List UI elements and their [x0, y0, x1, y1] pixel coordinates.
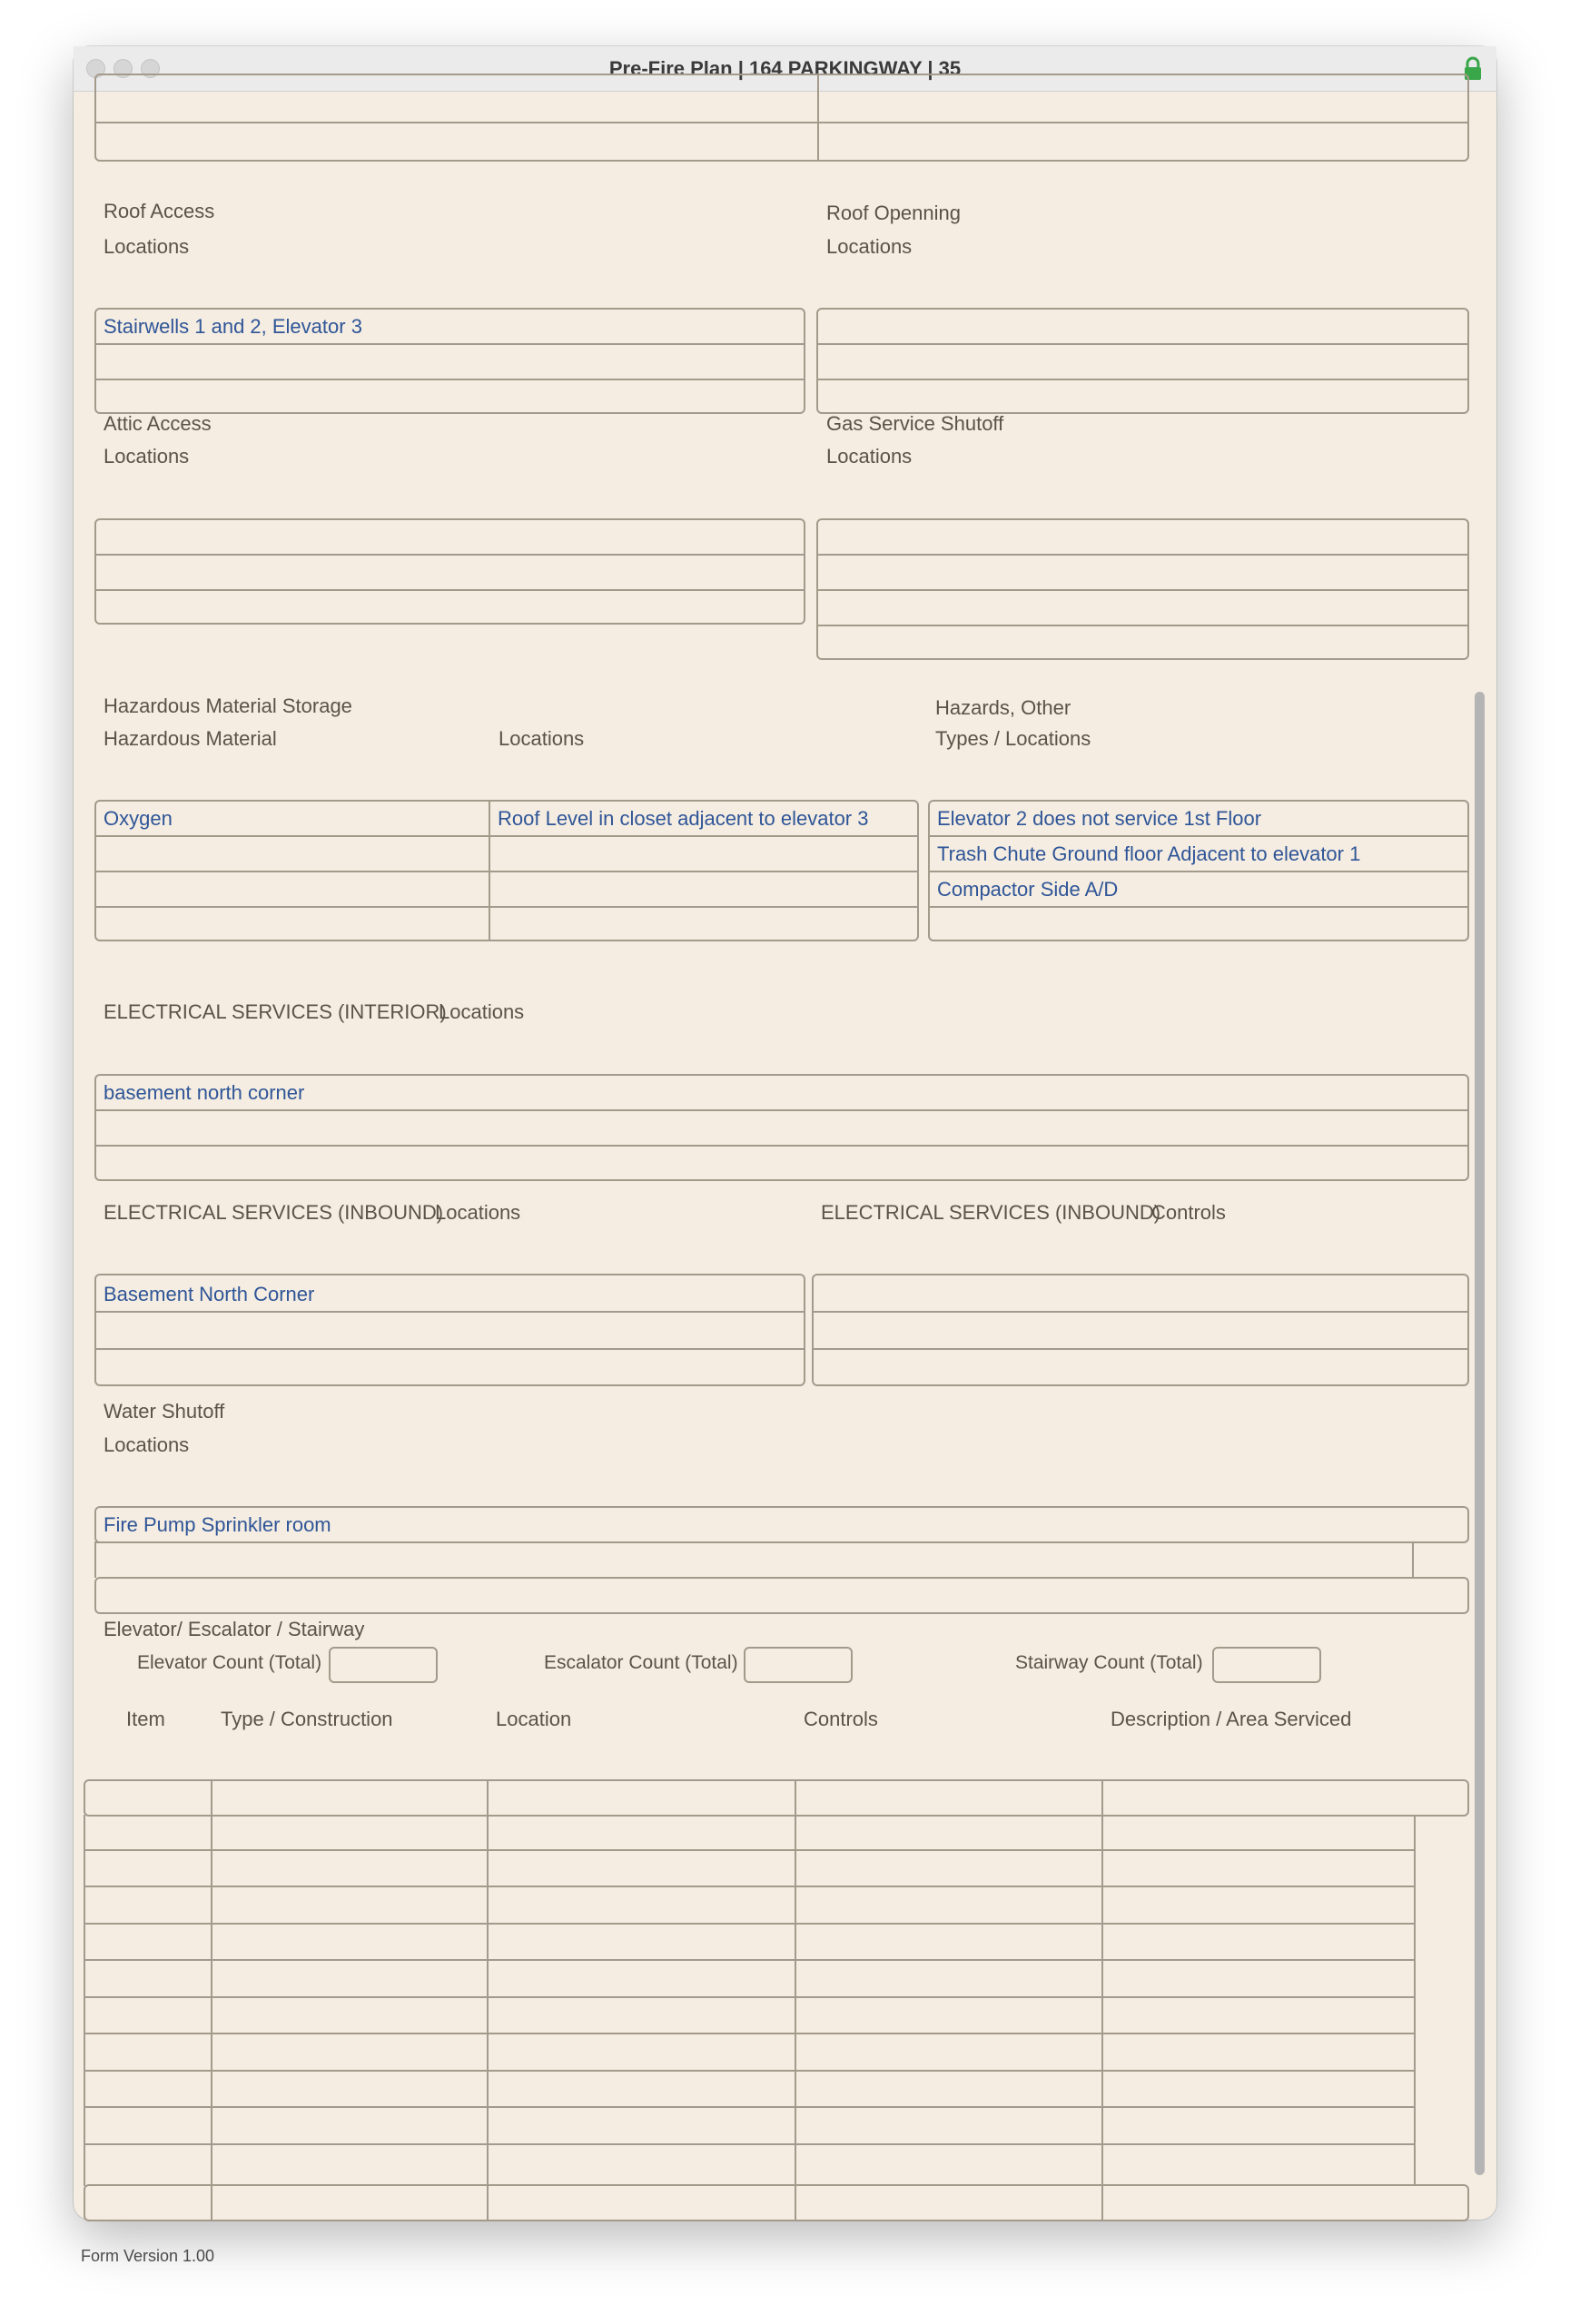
hazmat-material-1[interactable]: Oxygen: [104, 807, 173, 830]
water-shutoff-row-3-box[interactable]: [94, 1577, 1469, 1614]
roof-opening-title: Roof Openning: [826, 202, 961, 224]
app-window: [74, 46, 1496, 2265]
roof-access-row-3[interactable]: [96, 379, 804, 380]
elevator-table-first-row[interactable]: [84, 1779, 1469, 1817]
elec-inbound-controls-table: [812, 1274, 1469, 1386]
attic-access-table: [94, 518, 805, 625]
water-shutoff-row-1[interactable]: Fire Pump Sprinkler room: [104, 1513, 331, 1536]
hazmat-table: [94, 800, 919, 941]
water-shutoff-title: Water Shutoff: [104, 1400, 225, 1423]
elec-inbound-controls-label: Controls: [1151, 1201, 1226, 1224]
roof-opening-table: [816, 308, 1469, 414]
col-controls: Controls: [804, 1708, 878, 1730]
elec-interior-locations-label: Locations: [439, 1000, 525, 1023]
hazards-other-types-label: Types / Locations: [935, 727, 1091, 750]
roof-opening-locations-label: Locations: [826, 235, 913, 258]
attic-access-title: Attic Access: [104, 412, 212, 435]
elevator-table-body: [84, 1815, 1416, 2186]
hazards-other-row-3[interactable]: Compactor Side A/D: [937, 878, 1119, 901]
roof-access-locations-label: Locations: [104, 235, 190, 258]
hazmat-locations-label: Locations: [499, 727, 585, 750]
elevator-section-title: Elevator/ Escalator / Stairway: [104, 1618, 365, 1640]
elec-interior-title: ELECTRICAL SERVICES (INTERIOR): [104, 1000, 447, 1023]
hazards-other-row-2[interactable]: Trash Chute Ground floor Adjacent to elevator 1: [937, 842, 1361, 865]
stairway-count-label: Stairway Count (Total): [1015, 1652, 1203, 1673]
elec-inbound-controls-title: ELECTRICAL SERVICES (INBOUND): [821, 1201, 1161, 1224]
gas-shutoff-table: [816, 518, 1469, 660]
attic-access-locations-label: Locations: [104, 445, 190, 468]
hazards-other-title: Hazards, Other: [935, 696, 1071, 719]
col-description: Description / Area Serviced: [1111, 1708, 1352, 1730]
roof-access-table: [94, 308, 805, 414]
hazards-other-row-1[interactable]: Elevator 2 does not service 1st Floor: [937, 807, 1262, 830]
top-partial-table: [94, 74, 1469, 162]
elevator-table-last-row[interactable]: [84, 2184, 1469, 2221]
roof-access-row-1[interactable]: Stairwells 1 and 2, Elevator 3: [104, 315, 362, 338]
roof-access-row-2[interactable]: [96, 343, 804, 345]
roof-access-title: Roof Access: [104, 200, 215, 222]
elec-inbound-locations-label: Locations: [435, 1201, 521, 1224]
water-shutoff-locations-label: Locations: [104, 1433, 190, 1456]
gas-shutoff-title: Gas Service Shutoff: [826, 412, 1004, 435]
form-content: [74, 92, 1496, 2265]
stairway-count-input[interactable]: [1212, 1647, 1321, 1683]
col-item: Item: [126, 1708, 165, 1730]
escalator-count-input[interactable]: [744, 1647, 853, 1683]
hazmat-material-label: Hazardous Material: [104, 727, 277, 750]
elec-inbound-title: ELECTRICAL SERVICES (INBOUND): [104, 1201, 444, 1224]
elevator-count-input[interactable]: [329, 1647, 438, 1683]
escalator-count-label: Escalator Count (Total): [544, 1652, 738, 1673]
hazmat-location-1[interactable]: Roof Level in closet adjacent to elevator 3: [498, 807, 869, 830]
hazmat-title: Hazardous Material Storage: [104, 694, 352, 717]
elec-inbound-locations-table: [94, 1274, 805, 1386]
elevator-count-label: Elevator Count (Total): [137, 1652, 322, 1673]
water-shutoff-row-1-box[interactable]: [94, 1506, 1469, 1543]
hazards-other-table: [928, 800, 1469, 941]
elec-interior-row-1[interactable]: basement north corner: [104, 1081, 305, 1104]
gas-shutoff-locations-label: Locations: [826, 445, 913, 468]
col-location: Location: [496, 1708, 572, 1730]
window-title: Pre-Fire Plan | 164 PARKINGWAY | 35: [608, 57, 962, 80]
vertical-scrollbar[interactable]: [1475, 692, 1485, 2175]
elec-inbound-row-1[interactable]: Basement North Corner: [104, 1283, 315, 1305]
form-version: Form Version 1.00: [81, 2247, 215, 2265]
elec-interior-table: [94, 1074, 1469, 1181]
col-type-construction: Type / Construction: [221, 1708, 393, 1730]
